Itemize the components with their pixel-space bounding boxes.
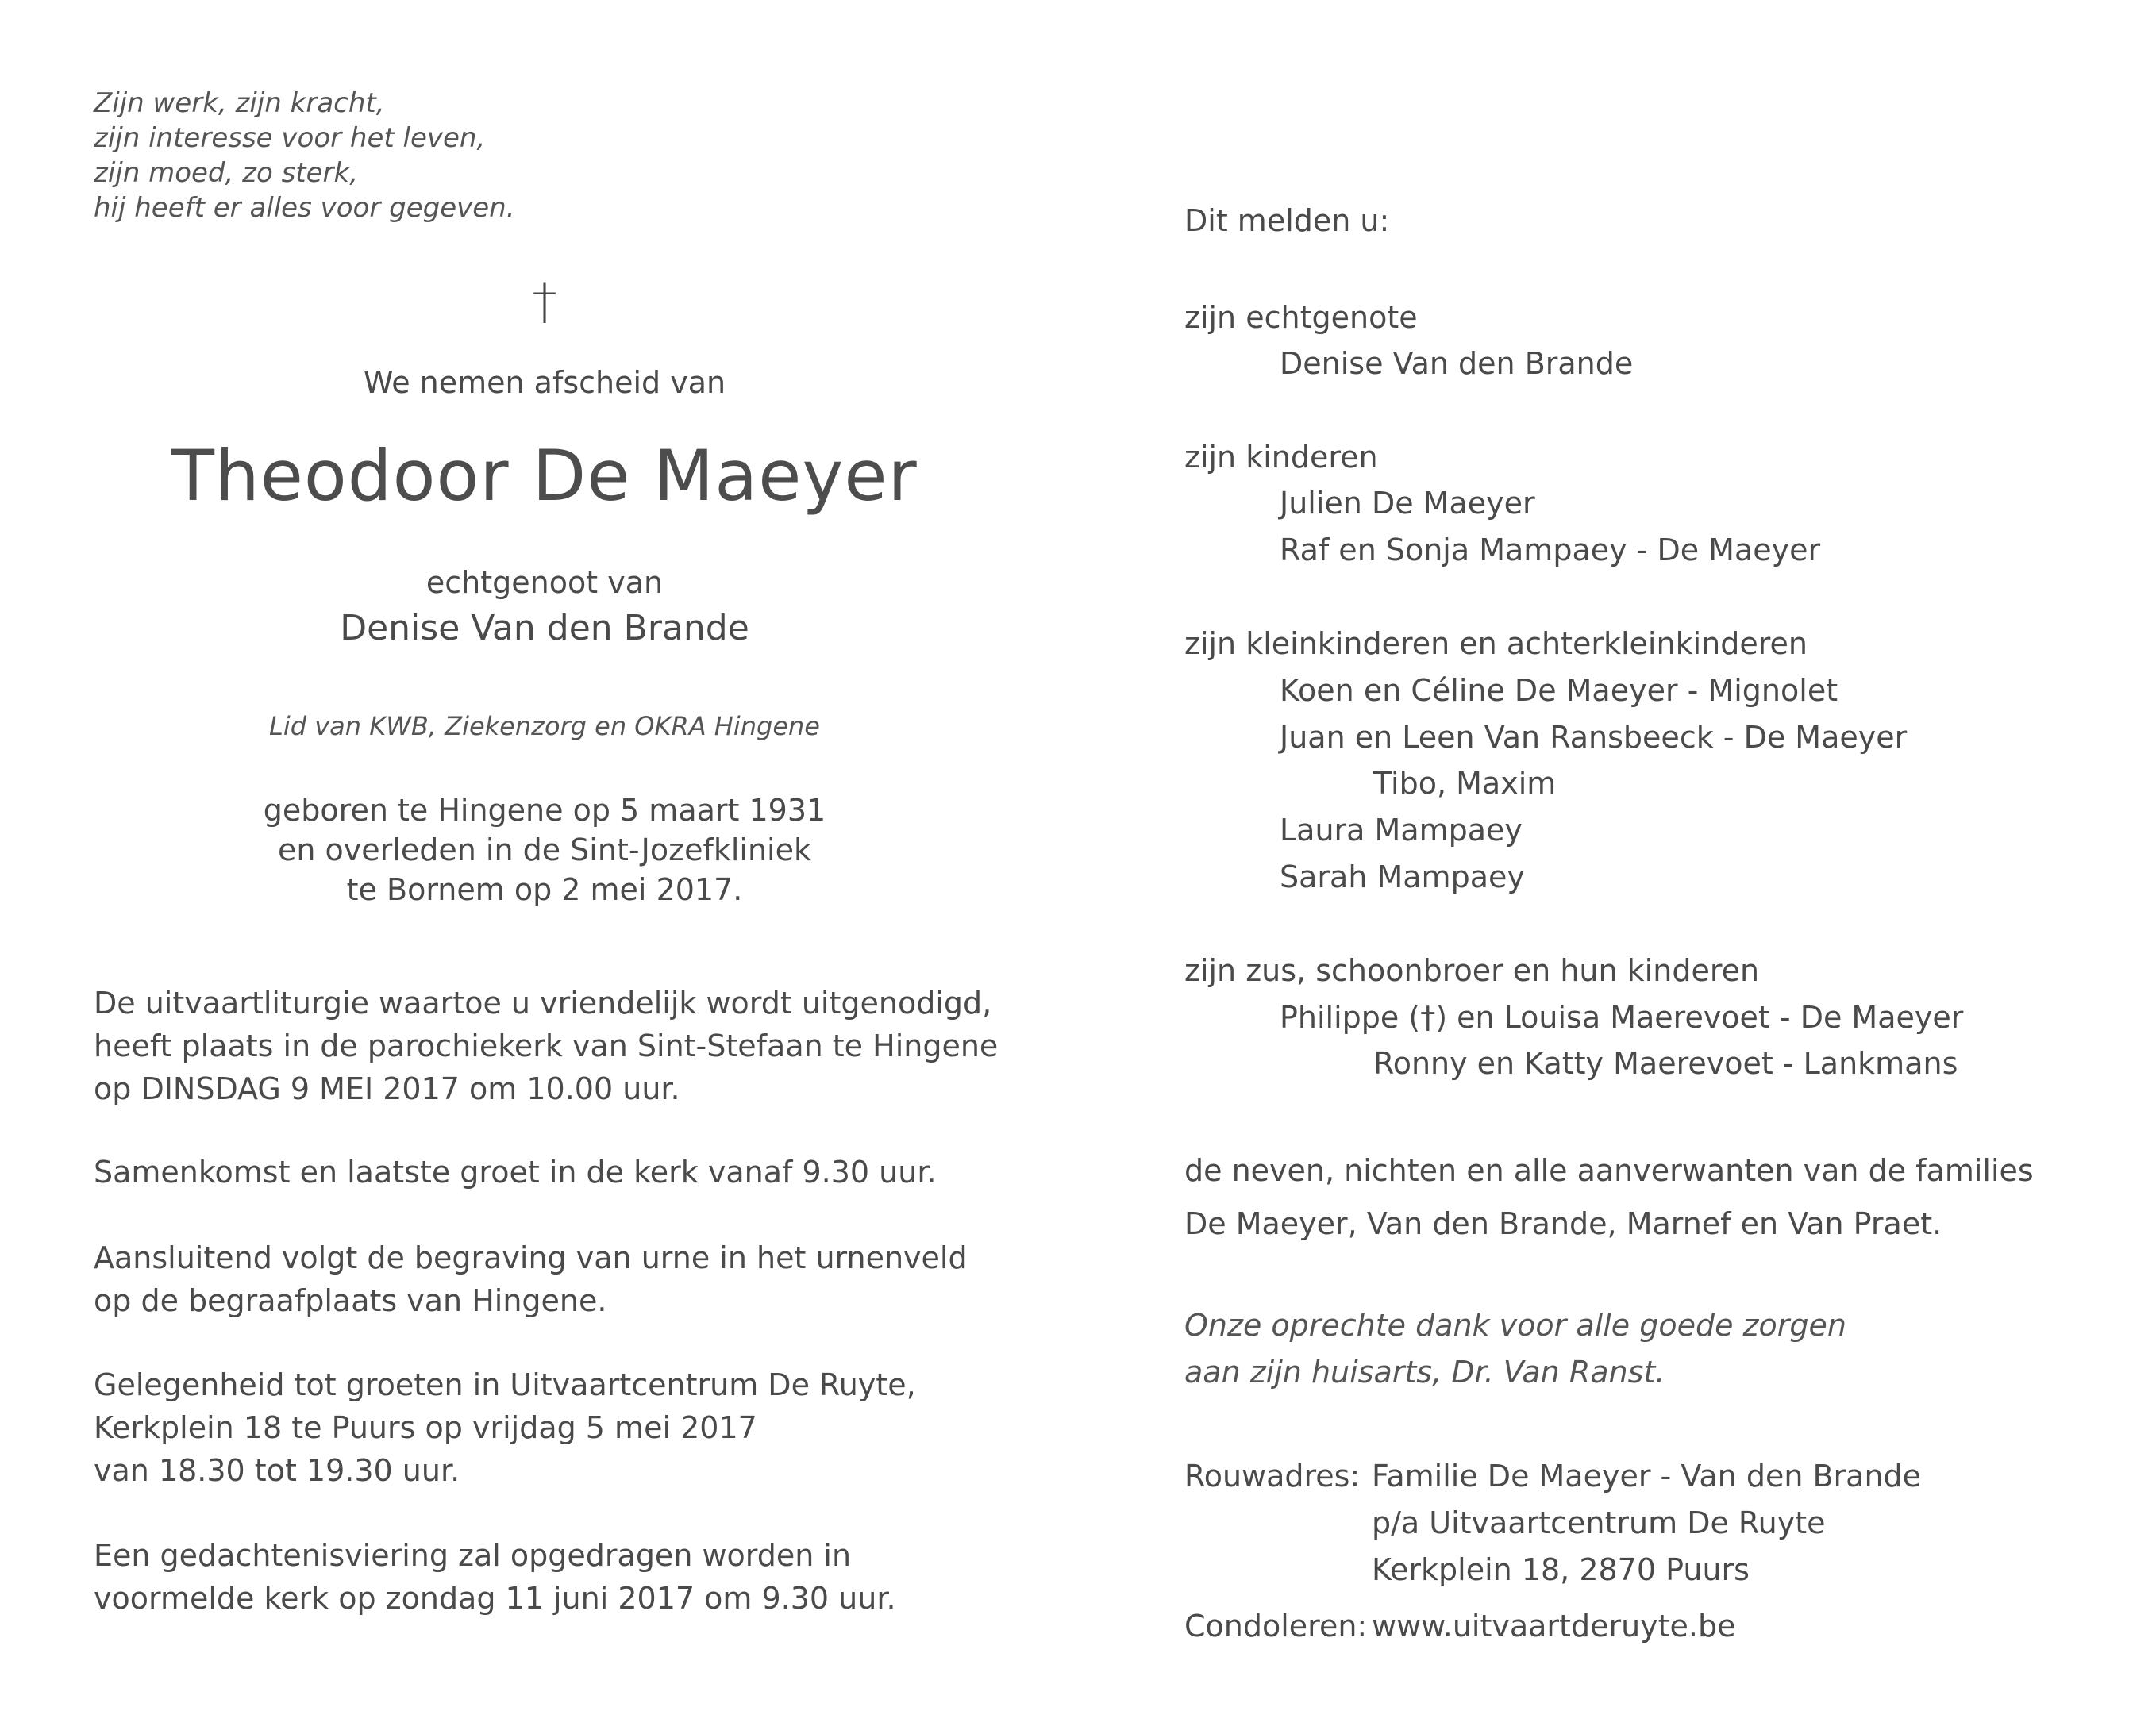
relatives-line: de neven, nichten en alle aanverwanten van de families — [1184, 1153, 2034, 1188]
thanks-line: Onze oprechte dank voor alle goede zorgen — [1184, 1308, 1846, 1343]
family-member: Koen en Céline De Maeyer - Mignolet — [1280, 673, 1838, 708]
deceased-name: Theodoor De Maeyer — [171, 435, 918, 517]
life-date-line: en overleden in de Sint-Jozefkliniek — [278, 832, 811, 867]
condolences-link[interactable]: www.uitvaartderuyte.be — [1372, 1609, 1736, 1644]
paragraph-line: van 18.30 tot 19.30 uur. — [94, 1453, 460, 1488]
family-member: Philippe (†) en Louisa Maerevoet - De Maeyer — [1280, 1000, 1964, 1035]
paragraph-line: De uitvaartliturgie waartoe u vriendelijk wordt uitgenodigd, — [94, 986, 992, 1021]
family-member: Laura Mampaey — [1280, 813, 1523, 848]
paragraph-line: heeft plaats in de parochiekerk van Sint-Stefaan te Hingene — [94, 1028, 999, 1063]
spouse-name: Denise Van den Brande — [340, 608, 749, 648]
paragraph-line: op de begraafplaats van Hingene. — [94, 1283, 607, 1318]
gathering-paragraph — [94, 1151, 937, 1194]
mourning-address-label: Rouwadres: — [1184, 1459, 1361, 1494]
cross-icon: † — [532, 272, 557, 330]
condolences-label: Condoleren: — [1184, 1609, 1368, 1644]
family-member: Juan en Leen Van Ransbeeck - De Maeyer — [1280, 720, 1908, 755]
grandchildren-group-label: zijn kleinkinderen en achterkleinkinderen — [1184, 626, 1808, 661]
paragraph-line: Aansluitend volgt de begraving van urne in het urnenveld — [94, 1240, 968, 1275]
spouse-group-label: zijn echtgenote — [1184, 300, 1418, 335]
mourning-address-line: Kerkplein 18, 2870 Puurs — [1372, 1552, 1750, 1587]
memorial-paragraph — [94, 1534, 896, 1620]
paragraph-line: Kerkplein 18 te Puurs op vrijdag 5 mei 2017 — [94, 1410, 757, 1445]
family-member: Tibo, Maxim — [1373, 766, 1557, 801]
sibling-group-label: zijn zus, schoonbroer en hun kinderen — [1184, 953, 1760, 988]
poem-line: hij heeft er alles voor gegeven. — [94, 192, 515, 224]
family-member: Julien De Maeyer — [1280, 486, 1535, 521]
family-member: Denise Van den Brande — [1280, 346, 1634, 381]
life-date-line: geboren te Hingene op 5 maart 1931 — [263, 793, 826, 828]
farewell-intro: We nemen afscheid van — [363, 365, 726, 400]
relatives-line: De Maeyer, Van den Brande, Marnef en Van Praet. — [1184, 1206, 1942, 1241]
paragraph-line: Een gedachtenisviering zal opgedragen worden in — [94, 1538, 852, 1573]
poem-line: zijn interesse voor het leven, — [94, 122, 486, 154]
life-dates — [148, 790, 941, 909]
visitation-paragraph — [94, 1363, 916, 1492]
family-member: Sarah Mampaey — [1280, 859, 1525, 894]
mourning-address-line: p/a Uitvaartcentrum De Ruyte — [1372, 1505, 1826, 1540]
paragraph-line: Samenkomst en laatste groet in de kerk vanaf 9.30 uur. — [94, 1155, 937, 1190]
paragraph-line: Gelegenheid tot groeten in Uitvaartcentrum De Ruyte, — [94, 1367, 916, 1402]
announce-heading: Dit melden u: — [1184, 203, 1390, 238]
paragraph-line: op DINSDAG 9 MEI 2017 om 10.00 uur. — [94, 1071, 680, 1106]
poem-line: zijn moed, zo sterk, — [94, 157, 359, 189]
funeral-liturgy-paragraph — [94, 982, 998, 1110]
paragraph-line: voormelde kerk op zondag 11 juni 2017 om 9.30 uur. — [94, 1581, 896, 1616]
life-date-line: te Bornem op 2 mei 2017. — [346, 872, 743, 907]
opening-poem — [94, 86, 515, 225]
children-group-label: zijn kinderen — [1184, 440, 1378, 475]
spouse-label: echtgenoot van — [425, 565, 664, 600]
mourning-address-line: Familie De Maeyer - Van den Brande — [1372, 1459, 1922, 1494]
membership-line: Lid van KWB, Ziekenzorg en OKRA Hingene — [269, 711, 820, 741]
burial-paragraph — [94, 1236, 968, 1322]
thanks-line: aan zijn huisarts, Dr. Van Ranst. — [1184, 1355, 1665, 1390]
family-member: Ronny en Katty Maerevoet - Lankmans — [1373, 1046, 1958, 1081]
poem-line: Zijn werk, zijn kracht, — [94, 87, 385, 119]
family-member: Raf en Sonja Mampaey - De Maeyer — [1280, 533, 1821, 567]
